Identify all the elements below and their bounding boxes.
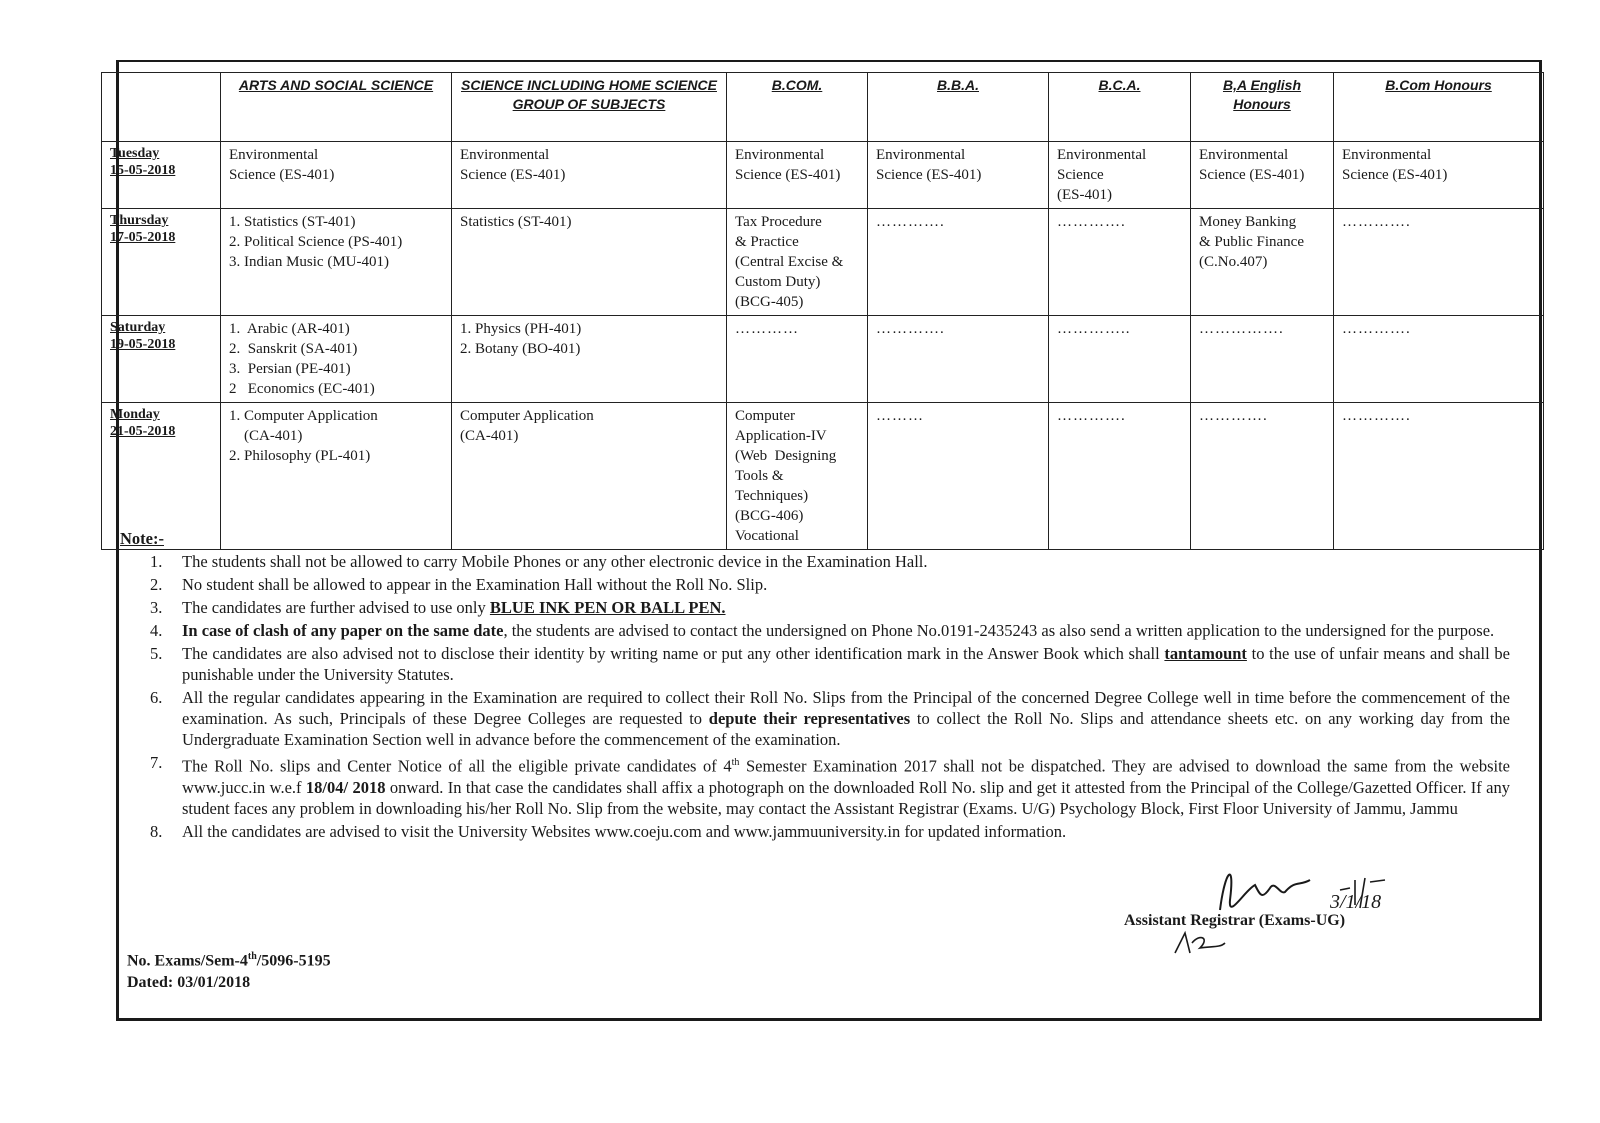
header-blank (102, 73, 221, 142)
header-bcom: B.COM. (727, 73, 868, 142)
header-science: SCIENCE INCLUDING HOME SCIENCE GROUP OF SUBJECTS (452, 73, 727, 142)
subject-line: Environmental (1057, 147, 1147, 163)
subject-line: Vocational (735, 528, 799, 544)
subject-line: 2. Sanskrit (SA-401) (229, 341, 358, 357)
exam-date: 19-05-2018 (110, 337, 176, 352)
header-ba-english: B,A English Honours (1191, 73, 1334, 142)
note-number: 5. (150, 644, 163, 663)
subject-line: (C.No.407) (1199, 254, 1268, 270)
note-item (120, 687, 1510, 750)
subject-line: (CA-401) (229, 428, 303, 444)
subject-line: …………. (876, 214, 945, 230)
note-text: , the students are advised to contact the undersigned on Phone No.0191-2435243 as also send a written application to the undersigned for the purpose. (503, 621, 1495, 640)
note-number: 1. (150, 552, 163, 571)
subject-line: 1. Arabic (AR-401) (229, 321, 350, 337)
note-text: tantamount (1164, 644, 1247, 663)
subject-line: (ES-401) (1057, 187, 1112, 203)
subject-line: ………… (735, 321, 799, 337)
subject-cell-bcom (727, 142, 868, 209)
notes-section (120, 528, 1510, 844)
subject-cell-bba (868, 142, 1049, 209)
subject-cell-bca (1049, 209, 1191, 316)
note-number: 7. (150, 753, 163, 772)
subject-line: & Public Finance (1199, 234, 1304, 250)
note-text: depute their representatives (708, 709, 911, 728)
subject-line: ……………. (1199, 321, 1284, 337)
subject-line: Computer (735, 408, 795, 424)
note-text: 18/04/ 2018 (305, 777, 386, 797)
subject-line: Money Banking (1199, 214, 1297, 230)
note-text: Semester Examination 2017 shall not be dispatched. They are advised to download the same from the website www.jucc.in w.e.f (182, 756, 1510, 797)
subject-line: Science (ES-401) (229, 167, 335, 183)
subject-cell-bca (1049, 142, 1191, 209)
note-text: All the regular candidates appearing in the Examination are required to collect their Roll No. Slips from the Principal of the concerned Degree College well in time before the commencement of the examination. As such, Principals of these Degree Colleges are requested to (182, 688, 1510, 728)
subject-line: 1. Statistics (ST-401) (229, 214, 356, 230)
signature-date: 3/1/18 (1330, 891, 1382, 913)
initials-mark (1170, 928, 1230, 958)
subject-line: Environmental (876, 147, 966, 163)
note-item (120, 620, 1510, 641)
note-item (120, 551, 1510, 572)
subject-line: Tax Procedure (735, 214, 822, 230)
subject-line: 2. Botany (BO-401) (460, 341, 581, 357)
subject-line: …………. (1342, 214, 1411, 230)
subject-line: …………. (1057, 214, 1126, 230)
subject-cell-science (452, 142, 727, 209)
reference-block (127, 946, 331, 994)
subject-line: …………. (1199, 408, 1268, 424)
exam-schedule-table (101, 72, 1544, 550)
subject-line: (Web Designing (735, 448, 837, 464)
subject-line: 1. Physics (PH-401) (460, 321, 582, 337)
header-bba: B.B.A. (868, 73, 1049, 142)
note-item (120, 597, 1510, 618)
note-text: The Roll No. slips and Center Notice of all the eligible private candidates of 4 (182, 756, 732, 776)
subject-cell-science (452, 209, 727, 316)
subject-line: 3. Persian (PE-401) (229, 361, 351, 377)
reference-number: No. Exams/Sem-4th/5096-5195 (127, 951, 331, 970)
subject-line: Science (ES-401) (735, 167, 841, 183)
exam-date: 21-05-2018 (110, 424, 176, 439)
note-number: 2. (150, 575, 163, 594)
exam-day-cell (102, 209, 221, 316)
subject-cell-bcom-honours (1334, 209, 1544, 316)
subject-line: (CA-401) (460, 428, 519, 444)
subject-cell-bcom-honours (1334, 316, 1544, 403)
subject-cell-ba-english (1191, 209, 1334, 316)
exam-day: Saturday (110, 320, 166, 335)
note-item (120, 574, 1510, 595)
exam-date: 17-05-2018 (110, 230, 176, 245)
subject-line: …………. (1342, 321, 1411, 337)
subject-line: (BCG-406) (735, 508, 804, 524)
subject-line: Science (ES-401) (1342, 167, 1448, 183)
subject-cell-bca (1049, 316, 1191, 403)
reference-date: Dated: 03/01/2018 (127, 974, 251, 992)
exam-day-cell (102, 316, 221, 403)
subject-line: 3. Indian Music (MU-401) (229, 254, 389, 270)
note-text: All the candidates are advised to visit the University Websites www.coeju.com and www.jammuuniversity.in for updated information. (182, 821, 1067, 841)
subject-line: 2. Political Science (PS-401) (229, 234, 403, 250)
note-item (120, 821, 1510, 842)
subject-cell-bba (868, 316, 1049, 403)
subject-line: …………. (1057, 408, 1126, 424)
note-text: to the use of unfair means and shall be punishable under the University Statutes. (182, 644, 1510, 684)
exam-day: Tuesday (110, 146, 160, 161)
subject-cell-bcom (727, 209, 868, 316)
subject-line: Environmental (229, 147, 319, 163)
subject-cell-science (452, 316, 727, 403)
subject-line: ……… (876, 408, 924, 424)
subject-line: 2. Philosophy (PL-401) (229, 448, 371, 464)
subject-cell-arts (221, 316, 452, 403)
note-text: to collect the Roll No. Slips and attendance sheets etc. on any working day from the Undergraduate Examination Section well in advance before the commencement of the examination. (182, 709, 1511, 749)
subject-line: ………….. (1057, 321, 1131, 337)
subject-cell-ba-english (1191, 142, 1334, 209)
subject-cell-bba (868, 209, 1049, 316)
subject-line: (BCG-405) (735, 294, 804, 310)
subject-line: …………. (1342, 408, 1411, 424)
note-item (120, 643, 1510, 685)
subject-line: Computer Application (460, 408, 594, 424)
exam-day-cell (102, 142, 221, 209)
signatory-title: Assistant Registrar (Exams-UG) (1124, 912, 1346, 929)
header-bca: B.C.A. (1049, 73, 1191, 142)
subject-cell-arts (221, 209, 452, 316)
subject-line: Tools & (735, 468, 784, 484)
note-text: No student shall be allowed to appear in the Examination Hall without the Roll No. Slip. (182, 575, 768, 594)
exam-date: 15-05-2018 (110, 163, 176, 178)
note-text: onward. In that case the candidates shall affix a photograph on the downloaded Roll No. slip and get it attested from the Principal of the College/Gazetted Officer. If any student faces any problem in downloading his/her Roll No. Slip from the website, may contact the Assistant Registrar (Exams. U/G) Psychology Block, First Floor University of Jammu, Jammu (182, 777, 1510, 818)
notes-title: Note:- (120, 529, 164, 548)
subject-line: (Central Excise & (735, 254, 844, 270)
note-number: 6. (150, 688, 163, 707)
subject-cell-arts (221, 142, 452, 209)
subject-line: Science (ES-401) (876, 167, 982, 183)
subject-line: Environmental (735, 147, 825, 163)
subject-line: 1. Computer Application (229, 408, 378, 424)
subject-cell-bcom-honours (1334, 142, 1544, 209)
note-text: The candidates are also advised not to disclose their identity by writing name or put any other identification mark in the Answer Book which shall (182, 644, 1165, 663)
note-text: th (731, 757, 740, 768)
note-text: The students shall not be allowed to carry Mobile Phones or any other electronic device in the Examination Hall. (182, 552, 928, 571)
subject-line: Environmental (1342, 147, 1432, 163)
table-row (102, 316, 1544, 403)
table-row (102, 142, 1544, 209)
exam-day: Thursday (110, 213, 169, 228)
subject-line: Environmental (1199, 147, 1289, 163)
note-text: The candidates are further advised to use only (182, 598, 490, 617)
note-number: 8. (150, 821, 163, 841)
subject-line: Statistics (ST-401) (460, 214, 572, 230)
notes-list (120, 551, 1510, 842)
subject-line: Custom Duty) (735, 274, 821, 290)
table-row (102, 209, 1544, 316)
subject-line: Techniques) (735, 488, 809, 504)
note-number: 4. (150, 621, 163, 640)
subject-cell-bcom (727, 316, 868, 403)
subject-cell-ba-english (1191, 316, 1334, 403)
header-bcom-honours: B.Com Honours (1334, 73, 1544, 142)
subject-line: Science (ES-401) (460, 167, 566, 183)
subject-line: & Practice (735, 234, 799, 250)
subject-line: 2 Economics (EC-401) (229, 381, 375, 397)
subject-line: …………. (876, 321, 945, 337)
subject-line: Science (1057, 167, 1104, 183)
subject-line: Science (ES-401) (1199, 167, 1305, 183)
note-item (120, 752, 1510, 819)
header-arts: ARTS AND SOCIAL SCIENCE (221, 73, 452, 142)
note-text: BLUE INK PEN OR BALL PEN. (489, 598, 726, 617)
note-number: 3. (150, 598, 163, 617)
subject-line: Environmental (460, 147, 550, 163)
subject-line: Application-IV (735, 428, 827, 444)
table-header-row (102, 73, 1544, 142)
exam-day: Monday (110, 407, 160, 422)
note-text: In case of clash of any paper on the same date (182, 621, 504, 640)
